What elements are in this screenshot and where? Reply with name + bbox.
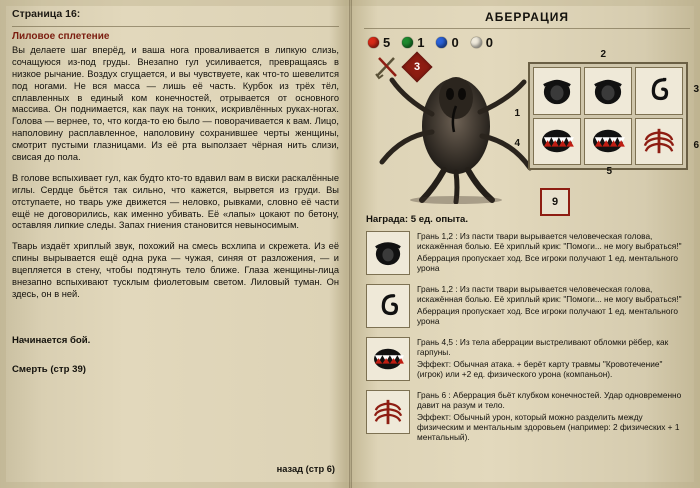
story-paragraph: Вы делаете шаг вперёд, и ваша нога проваливается в липкую слизь, сочащуюся из-под груды. Внезапно гул усиливается, превращаясь в низкое рычание. Воздух сгущается, и вы чувствуете, как что-то шевелится под ногами. Не вся масса — лишь её часть. Курбок из трёх тёл, сплавленных в единый ком конечностей, отрывается от основного массива. Он поднимается, как паук на тонких, искривлённых руках-ногах. Голова — вернее, то, что когда-то ею было — поворачивается к вам. Лицо, наполовину расплавленное, наполовину сохранившее черты женщины, смотрит пустыми глазницами. Из её рта выползает чёрная нить слизи, свисая до пола. — [12, 45, 339, 163]
ability-face-grid — [528, 62, 688, 170]
ability-icon-2 — [366, 284, 410, 328]
face-cell-2[interactable] — [584, 67, 632, 115]
ribcage-icon — [369, 398, 407, 426]
ability-text-2 — [417, 284, 690, 327]
hook-icon — [636, 76, 682, 106]
face-cell-4[interactable] — [533, 118, 581, 166]
green-dot-icon — [402, 37, 413, 48]
grid-number-5: 5 — [606, 166, 612, 177]
divider — [364, 28, 690, 29]
face-cell-1[interactable] — [533, 67, 581, 115]
ribcage-icon — [636, 126, 682, 156]
mouth-head-icon — [534, 76, 580, 106]
fangs-icon — [369, 345, 407, 373]
ability-line: Аберрация пропускает ход. Все игроки получают 1 ед. ментального урона — [417, 252, 678, 274]
right-page — [352, 0, 700, 488]
blue-dot-icon — [436, 37, 447, 48]
ability-icon-4 — [366, 390, 410, 434]
page-label: Страница 16: — [12, 8, 81, 20]
ability-line: Аберрация пропускает ход. Все игроки получают 1 ед. ментального урона — [417, 305, 678, 327]
face-cell-3[interactable] — [635, 67, 683, 115]
death-link[interactable]: Смерть (стр 39) — [12, 363, 86, 375]
ability-text-3 — [417, 337, 690, 380]
stat-green-value: 1 — [417, 35, 425, 50]
ability-text-1 — [417, 231, 690, 274]
grid-number-1: 1 — [514, 108, 520, 119]
ability-line: Эффект: Обычный урон, который можно разделить между физическим и ментальным здоровьем (например: 2 физических + 1 ментальный). — [417, 411, 680, 443]
mouth-head-icon — [369, 239, 407, 267]
fangs-icon — [534, 126, 580, 156]
reward-text: Награда: 5 ед. опыта. — [366, 214, 469, 225]
stat-row — [368, 35, 690, 50]
stat-white-value: 0 — [485, 35, 493, 50]
ability-icon-3 — [366, 337, 410, 381]
begin-fight-text: Начинается бой. — [12, 334, 91, 346]
ability-row — [366, 284, 690, 328]
stat-red-value: 5 — [383, 35, 391, 50]
grid-number-4: 4 — [514, 138, 520, 149]
monster-title: АБЕРРАЦИЯ — [485, 10, 569, 24]
left-page — [0, 0, 349, 488]
ability-icon-1 — [366, 231, 410, 275]
ability-text-4 — [417, 390, 690, 444]
stat-blue — [436, 35, 458, 50]
stat-green — [402, 35, 424, 50]
ability-row — [366, 337, 690, 381]
back-link[interactable]: назад (стр 6) — [276, 464, 335, 474]
white-dot-icon — [471, 37, 482, 48]
face-cell-6[interactable] — [635, 118, 683, 166]
aberration-illustration — [370, 54, 542, 204]
story-paragraph: Тварь издаёт хриплый звук, похожий на смесь всхлипа и скрежета. Из её спины вырывается ещё одна рука — чужая, синяя от разложения, — и вцепляется в стену, чтобы подтянуть тело ближе. Глаза женщины-лица внезапно вспыхивают тусклым фиолетовым светом. Лиловый туман. Он здесь, он в ней. — [12, 241, 339, 299]
ability-line: Эффект: Обычная атака. + берёт карту травмы "Кровотечение" (игрок) или +2 ед. физического урона (компаньон). — [417, 358, 663, 380]
ability-row — [366, 231, 690, 275]
divider — [12, 26, 339, 27]
stat-red — [368, 35, 390, 50]
grid-number-6: 6 — [693, 140, 699, 151]
ability-row — [366, 390, 690, 444]
section-title: Лиловое сплетение — [12, 31, 110, 42]
fangs-icon — [585, 126, 631, 156]
ability-line: Грань 1,2 : Из пасти твари вырывается человеческая голова, искажённая болью. Её хриплый крик: "Помоги... не могу выбраться!" — [417, 231, 682, 252]
ability-line: Грань 6 : Аберрация бьёт клубком конечностей. Удар одновременно давит на разум и тело. — [417, 390, 682, 411]
hp-badge — [540, 188, 570, 216]
grid-number-3: 3 — [693, 84, 699, 95]
monster-art-area — [364, 49, 699, 208]
damage-value: 3 — [413, 61, 421, 73]
grid-number-2: 2 — [600, 49, 606, 60]
story-paragraph: В голове вспыхивает гул, как будто кто-то вдавил вам в виски раскалённые иглы. Сердце бьётся так сильно, что кажется, вырвется из груди. Вы отступаете, но тварь уже движется — неловко, рывками, словно её части ещё не договорились, как именно убивать. Её «лапы» цокают по бетону, оставляя липкие следы. Запах гниения становится невыносимым. — [12, 172, 339, 231]
ability-line: Грань 1,2 : Из пасти твари вырывается человеческая голова, искажённая болью. Её хриплый крик: "Помоги... не могу выбраться!" — [417, 284, 682, 305]
stat-blue-value: 0 — [451, 35, 459, 50]
ability-line: Грань 4,5 : Из тела аберрации выстреливают обломки рёбер, как гарпуны. — [417, 337, 669, 358]
red-dot-icon — [368, 37, 379, 48]
mouth-head-icon — [585, 76, 631, 106]
face-cell-5[interactable] — [584, 118, 632, 166]
stat-white — [471, 35, 493, 50]
hook-icon — [369, 292, 407, 320]
hp-value: 9 — [551, 196, 559, 208]
